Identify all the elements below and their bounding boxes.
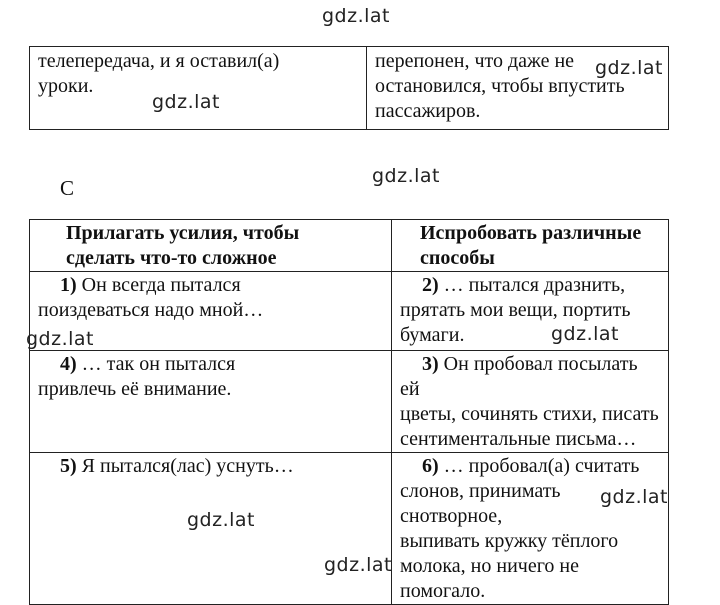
item-number: 6) (422, 455, 439, 477)
cell-line (400, 352, 660, 402)
bottom-table (29, 219, 669, 605)
cell-line (38, 273, 383, 298)
watermark: gdz.lat (324, 554, 393, 576)
cell-text: Он всегда пытался (81, 274, 241, 296)
cell-line: выпивать кружку тёплого (400, 530, 619, 552)
watermark: gdz.lat (372, 165, 441, 187)
cell-text: … так он пытался (81, 353, 236, 375)
cell-line: поиздеваться надо мной… (38, 299, 264, 321)
cell-line (38, 352, 383, 377)
column-header (30, 220, 392, 272)
watermark: gdz.lat (322, 5, 391, 27)
cell-line: перепонен, что даже не (375, 50, 575, 72)
cell-line: телепередача, и я оставил(а) (38, 50, 280, 72)
watermark: gdz.lat (600, 486, 669, 508)
table-row (30, 47, 669, 130)
section-letter: C (60, 176, 75, 200)
cell-text: Я пытался(лас) уснуть… (81, 455, 294, 477)
table-header-row (30, 220, 669, 272)
watermark: gdz.lat (551, 323, 620, 345)
cell-text: Он пробовал посылать ей (400, 353, 638, 400)
cell-line: сентиментальные письма… (400, 428, 637, 450)
watermark: gdz.lat (152, 91, 221, 113)
table-row (30, 453, 669, 605)
table-cell (367, 47, 669, 130)
item-number: 5) (60, 455, 77, 477)
header-line: сделать что-то сложное (66, 247, 277, 269)
cell-line (400, 273, 660, 298)
cell-line: уроки. (38, 75, 94, 97)
cell-line (38, 454, 383, 479)
cell-line: слонов, принимать снотворное, (400, 480, 561, 527)
header-line: способы (420, 247, 495, 269)
item-number: 2) (422, 274, 439, 296)
cell-line: прятать мои вещи, портить (400, 299, 631, 321)
table-cell (30, 453, 392, 605)
cell-text: … пытался дразнить, (443, 274, 626, 296)
item-number: 1) (60, 274, 77, 296)
table-cell (30, 272, 392, 351)
watermark: gdz.lat (26, 328, 95, 350)
watermark: gdz.lat (595, 57, 664, 79)
cell-line: бумаги. (400, 324, 465, 346)
table-row (30, 272, 669, 351)
table-cell (392, 272, 669, 351)
cell-line: привлечь её внимание. (38, 378, 232, 400)
cell-line: молока, но ничего не помогало. (400, 555, 579, 602)
item-number: 3) (422, 353, 439, 375)
table-cell (30, 351, 392, 453)
cell-line: цветы, сочинять стихи, писать (400, 403, 659, 425)
table-cell (392, 453, 669, 605)
header-line: Испробовать различные (420, 222, 642, 244)
cell-line: пассажиров. (375, 100, 481, 122)
column-header (392, 220, 669, 272)
table-cell (392, 351, 669, 453)
cell-text: … пробовал(а) считать (443, 455, 640, 477)
top-table (29, 46, 669, 130)
header-line: Прилагать усилия, чтобы (66, 222, 300, 244)
table-cell (30, 47, 367, 130)
cell-line: остановился, чтобы впустить (375, 75, 625, 97)
watermark: gdz.lat (187, 509, 256, 531)
item-number: 4) (60, 353, 77, 375)
table-row (30, 351, 669, 453)
cell-line (400, 454, 660, 479)
